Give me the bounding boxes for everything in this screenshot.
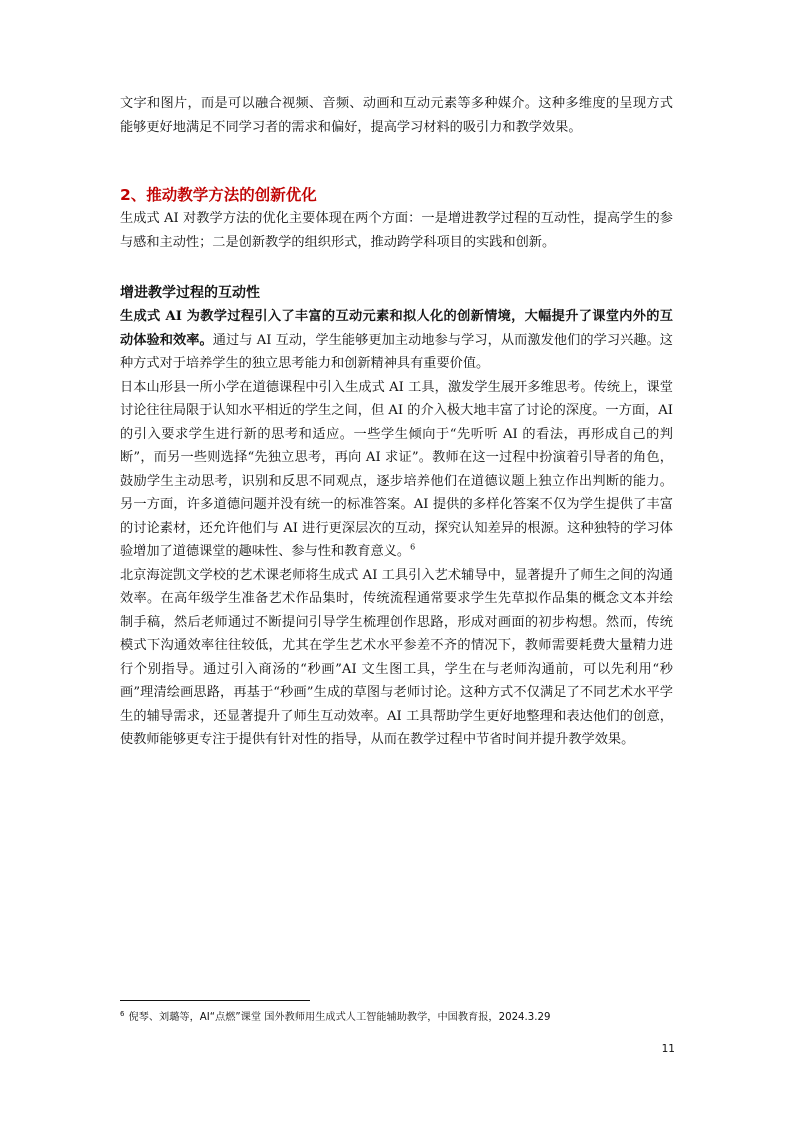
page-number: 11 bbox=[661, 1043, 675, 1055]
paragraph-japan-example bbox=[120, 376, 673, 564]
paragraph-overview: 生成式 AI 对教学方法的优化主要体现在两个方面：一是增进教学过程的互动性，提高学生的参与感和主动性；二是创新教学的组织形式，推动跨学科项目的实践和创新。 bbox=[120, 211, 673, 250]
footnote-text: 倪琴、刘璐等，AI“点燃”课堂 国外教师用生成式人工智能辅助教学，中国教育报，2024.3.29 bbox=[128, 1012, 551, 1023]
paragraph-intro-continued: 文字和图片，而是可以融合视频、音频、动画和互动元素等多种媒介。这种多维度的呈现方式能够更好地满足不同学习者的需求和偏好，提高学习材料的吸引力和教学效果。 bbox=[120, 96, 673, 135]
paragraph-lead-rest: 通过与 AI 互动，学生能够更加主动地参与学习，从而激发他们的学习兴趣。这种方式对于培养学生的独立思考能力和创新精神具有重要价值。 bbox=[120, 332, 673, 371]
footnote bbox=[120, 1011, 680, 1025]
subheading: 增进教学过程的互动性 bbox=[120, 285, 260, 301]
section-heading: 2、推动教学方法的创新优化 bbox=[120, 186, 317, 204]
page-content bbox=[120, 92, 673, 752]
footnote-mark: 6 bbox=[120, 1009, 125, 1018]
paragraph-japan-text: 日本山形县一所小学在道德课程中引入生成式 AI 工具，激发学生展开多维思考。传统上，课堂讨论往往局限于认知水平相近的学生之间，但 AI 的介入极大地丰富了讨论的深度。一方面，AI 的引入要求学生进行新的思考和适应。一些学生倾向于“先听听 AI 的看法，再形成自己的判断”，而另一些则选择“先独立思考，再向 AI 求证”。教师在这一过程中扮演着引导者的角色，鼓励学生主动思考，识别和反思不同观点，逐步培养他们在道德议题上独立作出判断的能力。另一方面，许多道德问题并没有统一的标准答案。AI 提供的多样化答案不仅为学生提供了丰富的讨论素材，还允许他们与 AI 进行更深层次的互动，探究认知差异的根源。这种独特的学习体验增加了道德课堂的趣味性、参与性和教育意义。 bbox=[120, 379, 673, 559]
footnote-divider bbox=[120, 1000, 310, 1001]
paragraph-lead-bold: 生成式 AI 为教学过程引入了丰富的互动元素和拟人化的创新情境，大幅提升了课堂内外的互动体验和效率。 bbox=[120, 309, 673, 348]
paragraph-interactivity bbox=[120, 305, 673, 376]
paragraph-beijing-example: 北京海淀凯文学校的艺术课老师将生成式 AI 工具引入艺术辅导中，显著提升了师生之间的沟通效率。在高年级学生准备艺术作品集时，传统流程通常要求学生先草拟作品集的概念文本并绘制手稿，然后老师通过不断提问引导学生梳理创作思路，形成对画面的初步构想。然而，传统模式下沟通效率往往较低，尤其在学生艺术水平参差不齐的情况下，教师需要耗费大量精力进行个别指导。通过引入商汤的“秒画”AI 文生图工具，学生在与老师沟通前，可以先利用“秒画”理清绘画思路，再基于“秒画”生成的草图与老师讨论。这种方式不仅满足了不同艺术水平学生的辅导需求，还显著提升了师生互动效率。AI 工具帮助学生更好地整理和表达他们的创意，使教师能够更专注于提供有针对性的指导，从而在教学过程中节省时间并提升教学效果。 bbox=[120, 567, 673, 747]
footnote-reference[interactable]: 6 bbox=[410, 542, 416, 552]
